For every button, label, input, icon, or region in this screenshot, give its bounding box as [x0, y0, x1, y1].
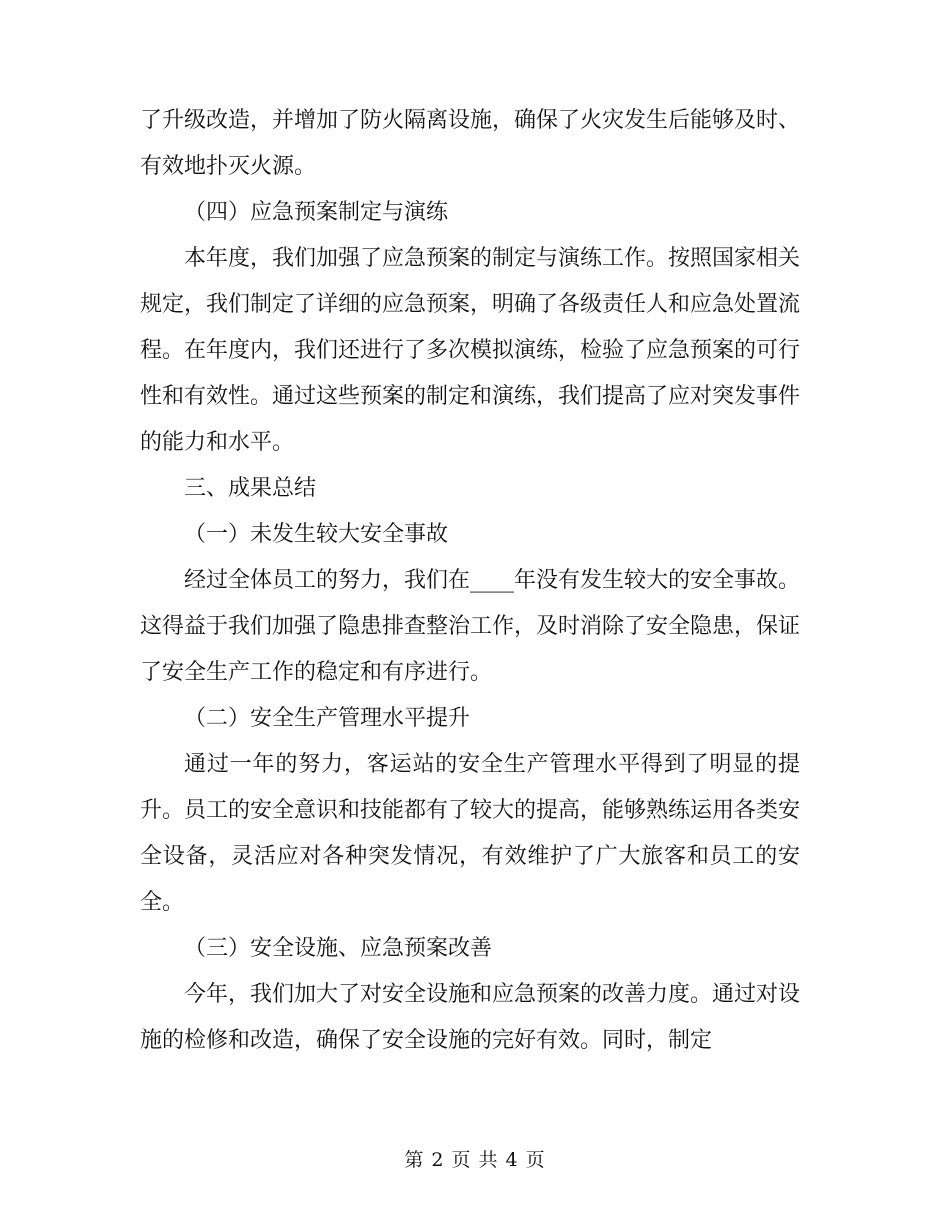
- paragraph-3: 本年度，我们加强了应急预案的制定与演练工作。按照国家相关规定，我们制定了详细的应急预案，明确了各级责任人和应急处置流程。在年度内，我们还进行了多次模拟演练，检验了应急预案的可行性和有效性。通过这些预案的制定和演练，我们提高了应对突发事件的能力和水平。: [140, 246, 801, 455]
- paragraph-1: 了升级改造，并增加了防火隔离设施，确保了火灾发生后能够及时、有效地扑灭火源。: [140, 108, 801, 179]
- section-heading-1: （一）未发生较大安全事故: [184, 522, 449, 547]
- paragraph-6: 经过全体员工的努力，我们在____年没有发生较大的安全事故。这得益于我们加强了隐患排查整治工作，及时消除了安全隐患，保证了安全生产工作的稳定和有序进行。: [140, 568, 801, 685]
- section-heading-2: （二）安全生产管理水平提升: [184, 706, 471, 731]
- chapter-heading-3: 三、成果总结: [184, 476, 317, 501]
- paragraph-10: 今年，我们加大了对安全设施和应急预案的改善力度。通过对设施的检修和改造，确保了安全设施的完好有效。同时，制定: [140, 982, 801, 1053]
- section-heading-4: （四）应急预案制定与演练: [184, 200, 449, 225]
- page-number-footer: 第 2 页 共 4 页: [404, 1149, 546, 1171]
- paragraph-8: 通过一年的努力，客运站的安全生产管理水平得到了明显的提升。员工的安全意识和技能都有了较大的提高，能够熟练运用各类安全设备，灵活应对各种突发情况，有效维护了广大旅客和员工的安全。: [140, 752, 801, 915]
- section-heading-3: （三）安全设施、应急预案改善: [184, 936, 493, 961]
- document-body: [140, 98, 800, 1064]
